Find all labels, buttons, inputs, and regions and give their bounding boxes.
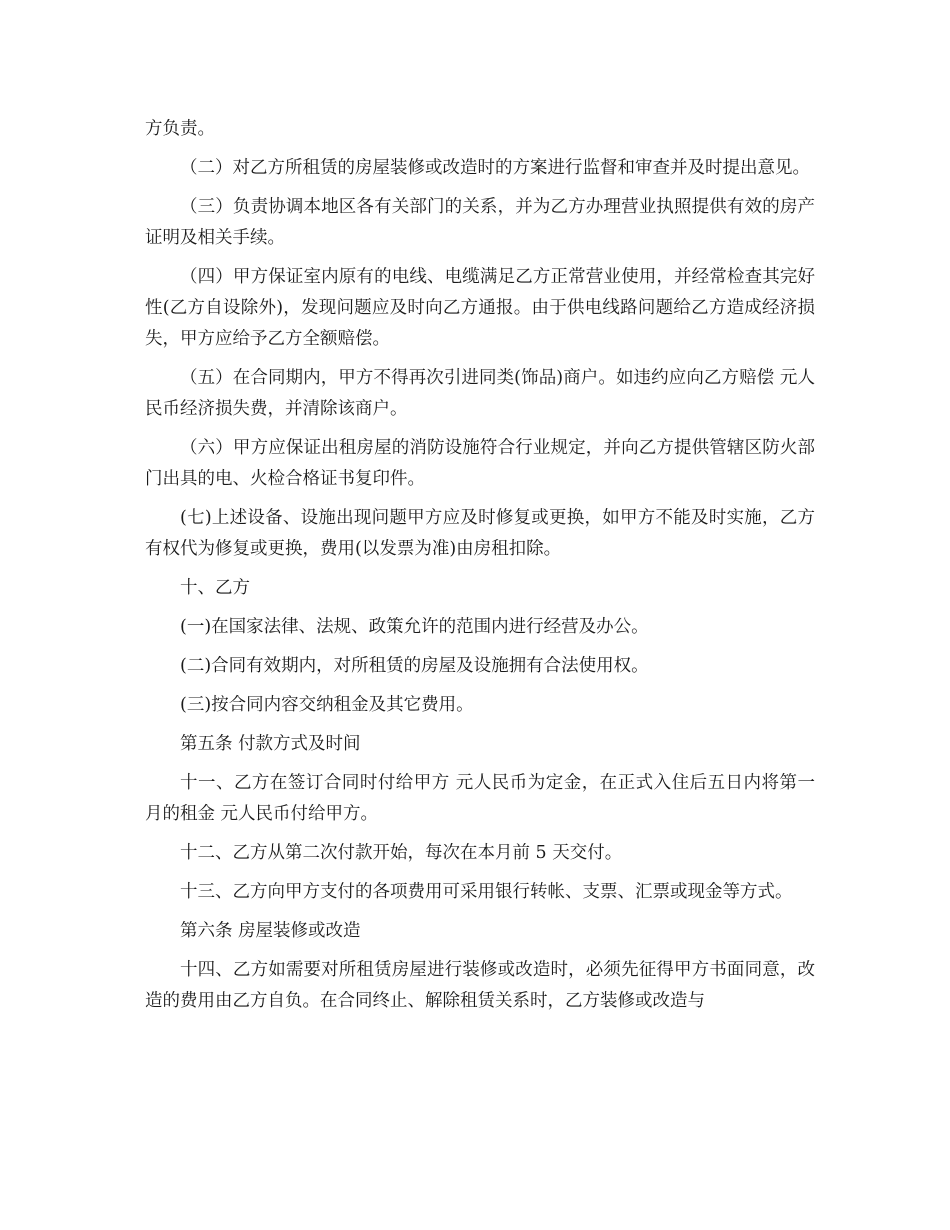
- paragraph-item-12: 十二、乙方从第二次付款开始，每次在本月前 5 天交付。: [180, 843, 623, 863]
- paragraph-item-14: 十四、乙方如需要对所租赁房屋进行装修或改造时，必须先征得甲方书面同意，改造的费用由乙方自负。在合同终止、解除租赁关系时，乙方装修或改造与: [145, 960, 815, 1011]
- document-body: [145, 114, 815, 1025]
- paragraph-item-11: 十一、乙方在签订合同时付给甲方 元人民币为定金，在正式入住后五日内将第一月的租金 元人民币付给甲方。: [145, 773, 815, 824]
- paragraph-clause-3: （三）负责协调本地区各有关部门的关系，并为乙方办理营业执照提供有效的房产证明及相关手续。: [145, 197, 815, 248]
- paragraph-party-b-2: (二)合同有效期内，对所租赁的房屋及设施拥有合法使用权。: [180, 656, 649, 676]
- article-heading-6: 第六条 房屋装修或改造: [180, 921, 361, 941]
- paragraph-clause-7: (七)上述设备、设施出现问题甲方应及时修复或更换，如甲方不能及时实施，乙方有权代为修复或更换，费用(以发票为准)由房租扣除。: [145, 508, 815, 559]
- paragraph-party-b-3: (三)按合同内容交纳租金及其它费用。: [180, 695, 474, 715]
- paragraph-continuation: 方负责。: [145, 119, 215, 139]
- section-heading-party-b: 十、乙方: [180, 578, 250, 598]
- paragraph-clause-4: （四）甲方保证室内原有的电线、电缆满足乙方正常营业使用，并经常检查其完好性(乙方自设除外)，发现问题应及时向乙方通报。由于供电线路问题给乙方造成经济损失，甲方应给予乙方全额赔偿。: [145, 267, 815, 349]
- paragraph-clause-5: （五）在合同期内，甲方不得再次引进同类(饰品)商户。如违约应向乙方赔偿 元人民币经济损失费，并清除该商户。: [145, 368, 815, 419]
- paragraph-clause-6: （六）甲方应保证出租房屋的消防设施符合行业规定，并向乙方提供管辖区防火部门出具的电、火检合格证书复印件。: [145, 438, 815, 489]
- paragraph-item-13: 十三、乙方向甲方支付的各项费用可采用银行转帐、支票、汇票或现金等方式。: [180, 882, 793, 902]
- paragraph-clause-2: （二）对乙方所租赁的房屋装修或改造时的方案进行监督和审查并及时提出意见。: [180, 158, 810, 178]
- paragraph-party-b-1: (一)在国家法律、法规、政策允许的范围内进行经营及办公。: [180, 617, 649, 637]
- article-heading-5: 第五条 付款方式及时间: [180, 734, 361, 754]
